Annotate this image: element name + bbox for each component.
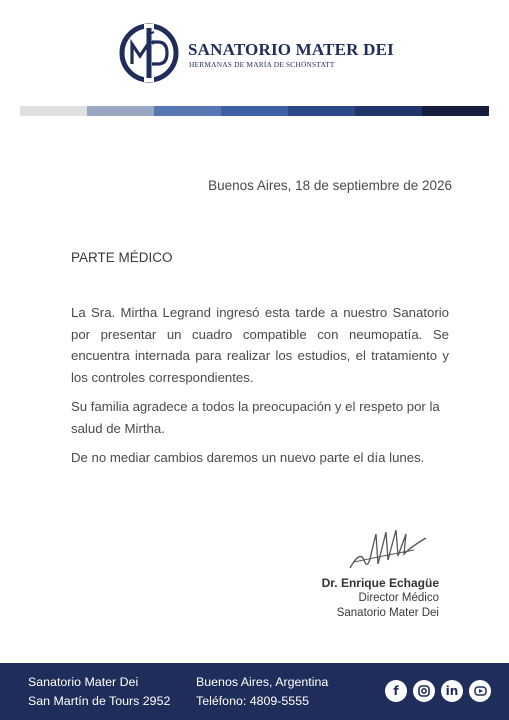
stripe-segment (154, 106, 221, 116)
instagram-icon[interactable] (413, 680, 435, 702)
facebook-glyph: f (393, 684, 399, 698)
footer-institution: Sanatorio Mater Dei (28, 675, 139, 689)
footer-address: San Martín de Tours 2952 (28, 694, 171, 708)
brand-name: SANATORIO MATER DEI (188, 40, 394, 59)
doctor-role: Director Médico (358, 592, 439, 604)
social-icons (385, 680, 491, 702)
brand-subtitle: HERMANAS DE MARÍA DE SCHÖNSTATT (189, 60, 335, 69)
doctor-institution: Sanatorio Mater Dei (336, 607, 439, 619)
facebook-icon[interactable] (385, 680, 407, 702)
letter-date: Buenos Aires, 18 de septiembre de 2026 (208, 178, 452, 193)
footer-phone: Teléfono: 4809-5555 (196, 694, 309, 708)
stripe-segment (20, 106, 87, 116)
handwritten-signature (342, 520, 432, 578)
letter-paragraph: De no mediar cambios daremos un nuevo parte el día lunes. (71, 450, 425, 465)
linkedin-icon[interactable] (441, 680, 463, 702)
letter-paragraph: La Sra. Mirtha Legrand ingresó esta tarde a nuestro Sanatorio por presentar un cuadro compatible con neumopatía. Se encuentra internada para realizar los estudios, el tratamiento y los controles correspondientes. (71, 305, 449, 385)
letter-title: PARTE MÉDICO (71, 250, 173, 265)
letter-paragraph: Su familia agradece a todos la preocupación y el respeto por la salud de Mirtha. (71, 399, 440, 436)
youtube-glyph (474, 685, 487, 697)
stripe-segment (221, 106, 288, 116)
doctor-name: Dr. Enrique Echagüe (321, 576, 439, 590)
msd-monogram-logo (118, 22, 180, 84)
stripe-segment (288, 106, 355, 116)
instagram-glyph (418, 685, 430, 697)
stripe-segment (355, 106, 422, 116)
header-color-stripe (20, 106, 489, 116)
linkedin-glyph: in (445, 684, 459, 698)
signature-block (322, 576, 439, 621)
stripe-segment (422, 106, 489, 116)
footer (0, 663, 509, 720)
stripe-segment (87, 106, 154, 116)
youtube-icon[interactable] (469, 680, 491, 702)
footer-city: Buenos Aires, Argentina (196, 675, 329, 689)
